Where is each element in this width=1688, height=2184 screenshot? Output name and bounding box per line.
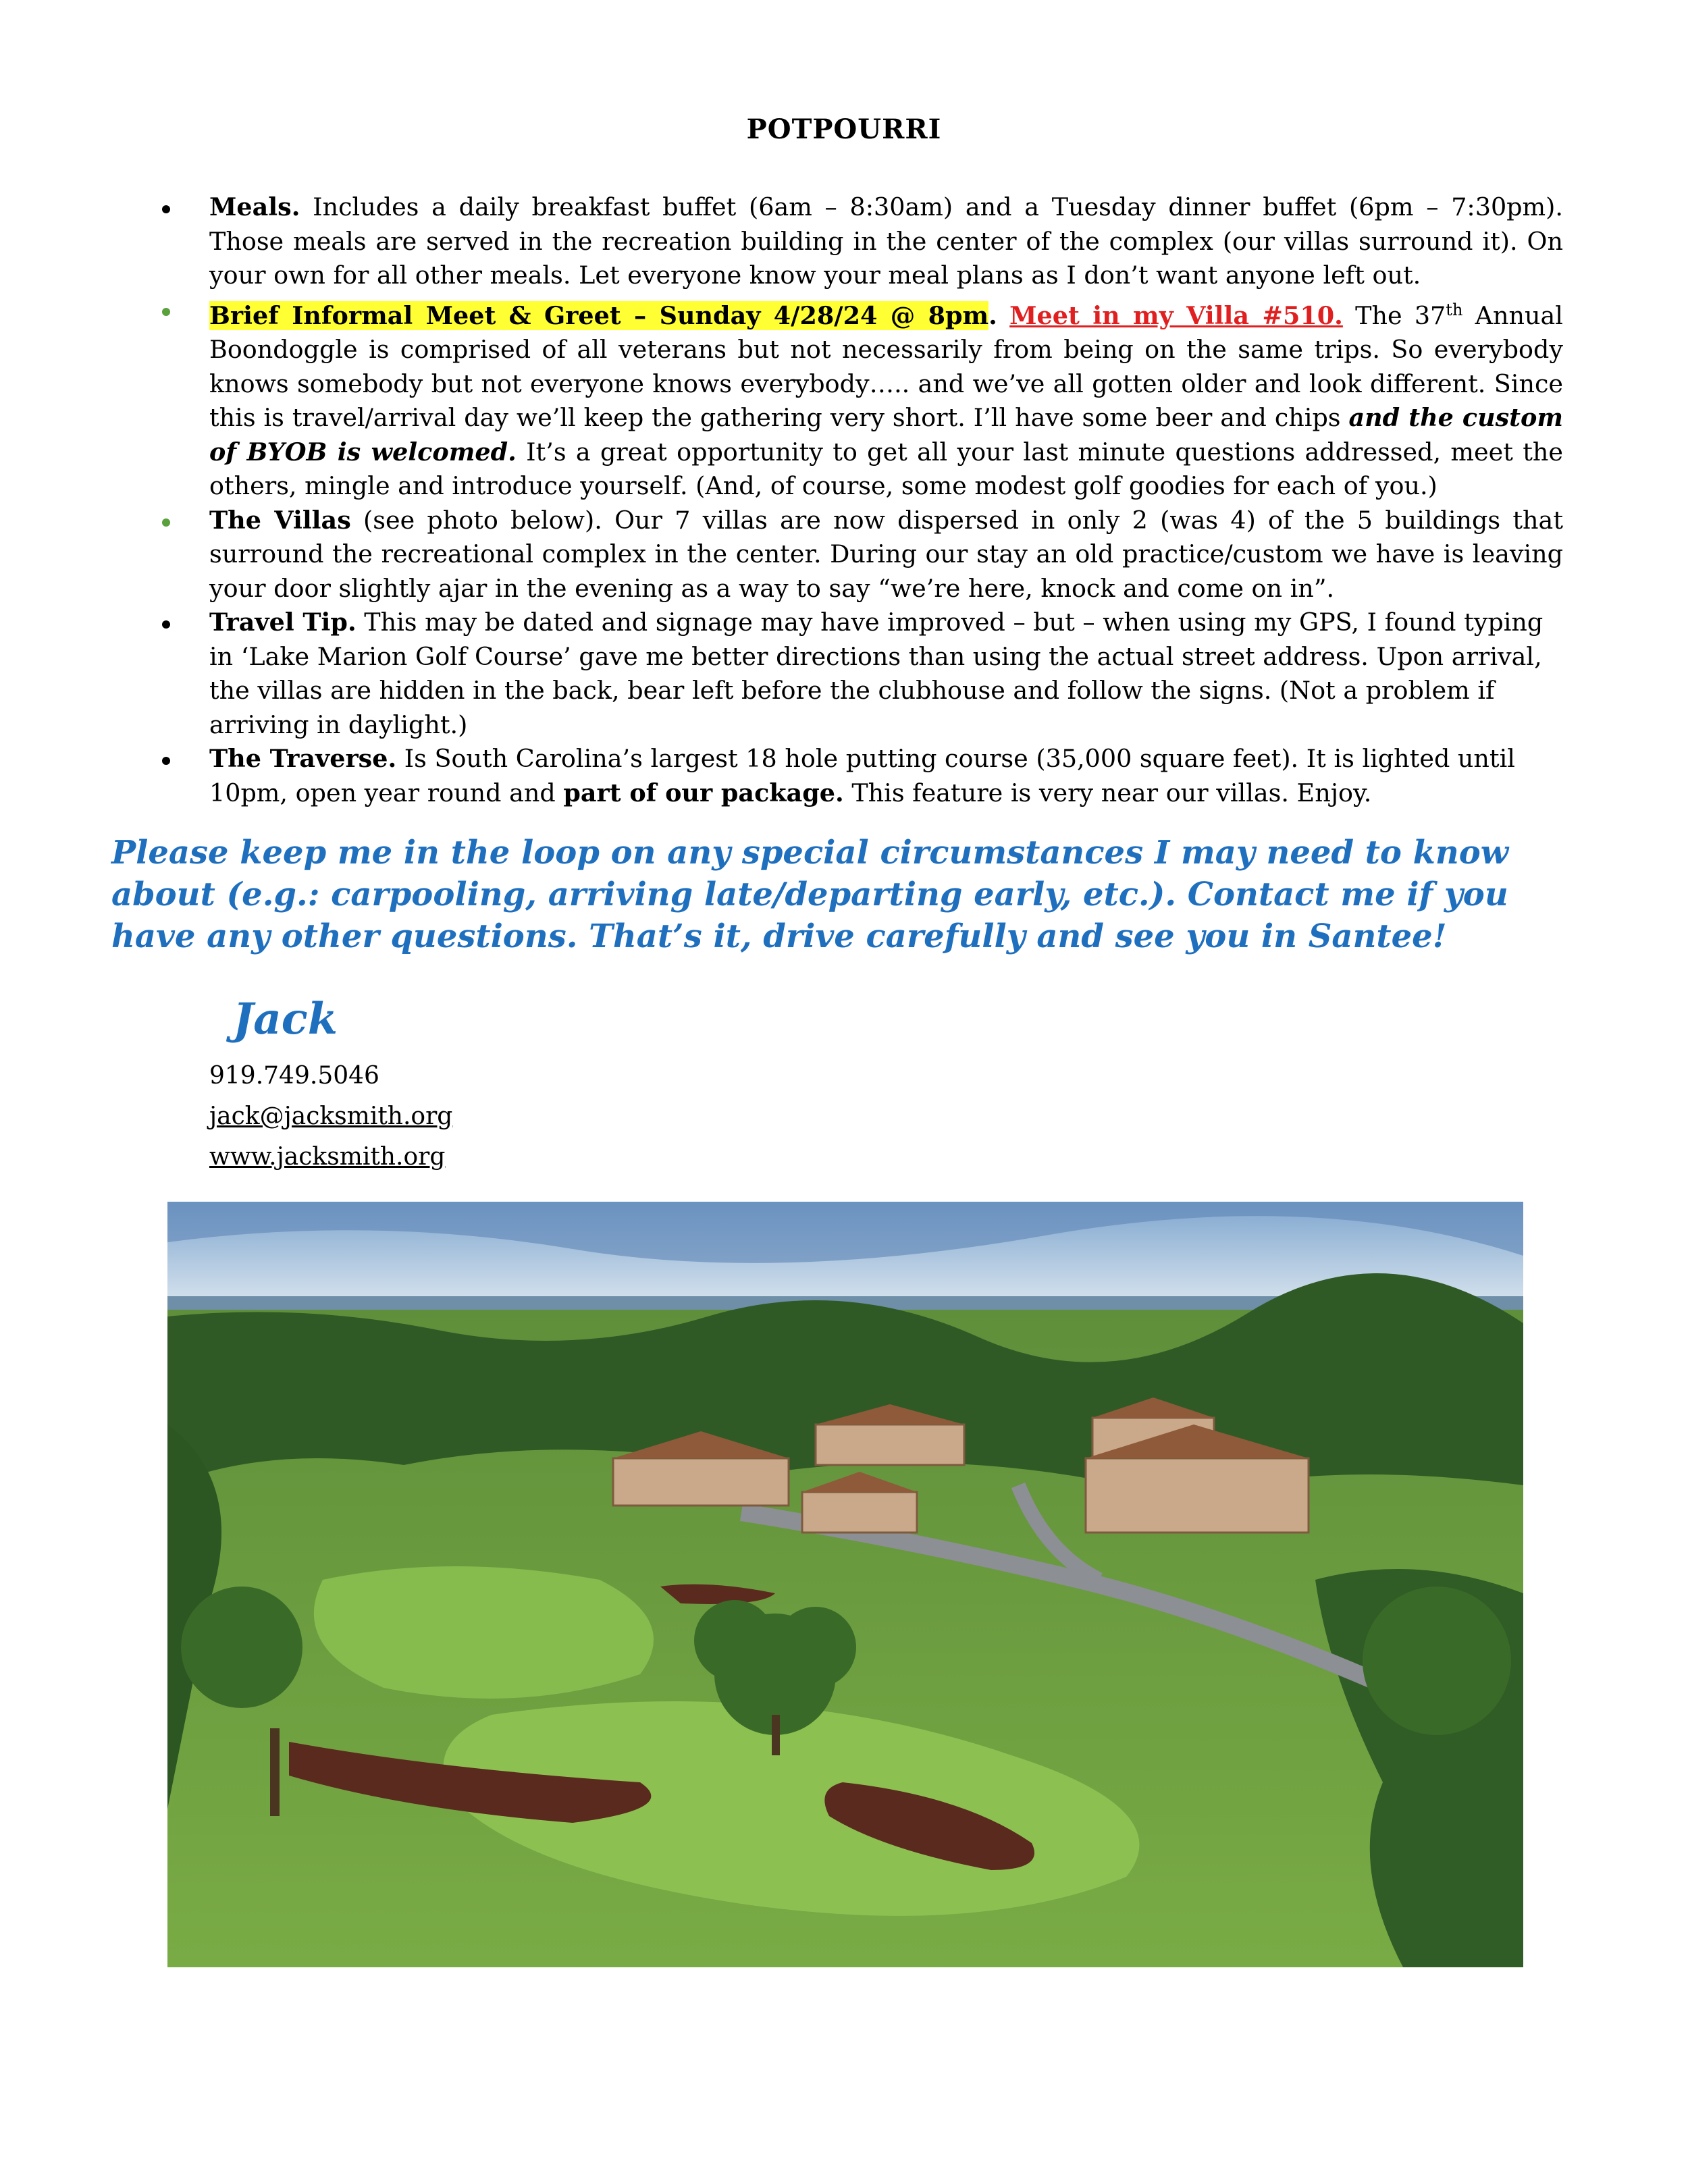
- bullet-dot-icon: [162, 518, 170, 527]
- list-item-traverse: [209, 742, 1563, 810]
- signature: Jack: [233, 994, 338, 1044]
- bullet-dot-icon: [162, 308, 170, 316]
- villa-location-link[interactable]: Meet in my Villa #510.: [1009, 300, 1343, 330]
- byob-emphasis: and the custom of BYOB is welcomed.: [209, 403, 1564, 467]
- meet-greet-period: .: [988, 300, 997, 330]
- meals-text: Includes a daily breakfast buffet (6am – 8:30am) and a Tuesday dinner buffet (6pm – 7:30pm). Those meals are served in the recreation building in the center of the complex (our villas surround it). On your own for all other meals. Let everyone know your meal plans as I don’t want anyone left out.: [209, 192, 1563, 290]
- villas-heading: The Villas: [209, 505, 351, 535]
- meet-greet-text-b: Annual Boondoggle is comprised of all veterans but not necessarily from being on the same trips. So everybody knows somebody but not everyone knows everybody….. and we’ve all gotten older and look different. Since this is travel/arrival day we’ll keep the gathering very short. I’ll have some beer and chips: [209, 300, 1563, 433]
- traverse-text-a: Is South Carolina’s largest 18 hole putting course (35,000 square feet). It is lighted until 10pm, open year round and: [209, 744, 1515, 807]
- bullet-dot-icon: [162, 757, 170, 765]
- villas-text: (see photo below). Our 7 villas are now dispersed in only 2 (was 4) of the 5 buildings that surround the recreational complex in the center. During our stay an old practice/custom we have is leaving your door slightly ajar in the evening as a way to say “we’re here, knock and come on in”.: [209, 505, 1563, 603]
- package-emphasis: part of our package.: [563, 778, 844, 807]
- phone-number: 919.749.5046: [209, 1062, 379, 1090]
- meals-heading: Meals.: [209, 192, 300, 221]
- bullet-list: [209, 190, 1563, 810]
- meet-greet-text-c: It’s a great opportunity to get all your last minute questions addressed, meet the others, mingle and introduce yourself. (And, of course, some modest golf goodies for each of you.): [209, 437, 1563, 501]
- page-title: POTPOURRI: [746, 113, 942, 145]
- aerial-photo: [167, 1202, 1523, 1967]
- website-link[interactable]: www.jacksmith.org: [209, 1143, 446, 1171]
- bullet-dot-icon: [162, 620, 170, 629]
- meet-greet-highlight: Brief Informal Meet & Greet – Sunday 4/28/24 @ 8pm: [209, 300, 989, 330]
- traverse-heading: The Traverse.: [209, 744, 397, 774]
- travel-tip-heading: Travel Tip.: [209, 608, 357, 637]
- closing-message: Please keep me in the loop on any special circumstances I may need to know about (e.g.: carpooling, arriving late/departing early, etc.). Contact me if you have any other questions. That’s it, drive carefully and see you in Santee!: [111, 834, 1509, 955]
- contact-block: [209, 1056, 452, 1177]
- bullet-dot-icon: [162, 205, 170, 213]
- list-item-meet-greet: [209, 293, 1563, 504]
- list-item-villas: [209, 504, 1563, 606]
- meet-greet-text-a: The 37: [1355, 300, 1446, 330]
- email-link[interactable]: jack@jacksmith.org: [209, 1102, 453, 1130]
- traverse-text-b: This feature is very near our villas. Enjoy.: [851, 778, 1372, 807]
- ordinal-suffix: th: [1446, 300, 1463, 319]
- aerial-photo-illustration: [167, 1202, 1523, 1967]
- travel-tip-text: This may be dated and signage may have improved – but – when using my GPS, I found typing in ‘Lake Marion Golf Course’ gave me better directions than using the actual street address. Upon arrival, the villas are hidden in the back, bear left before the clubhouse and follow the signs. (Not a problem if arriving in daylight.): [209, 608, 1544, 739]
- list-item-meals: [209, 190, 1563, 293]
- list-item-travel-tip: [209, 606, 1563, 742]
